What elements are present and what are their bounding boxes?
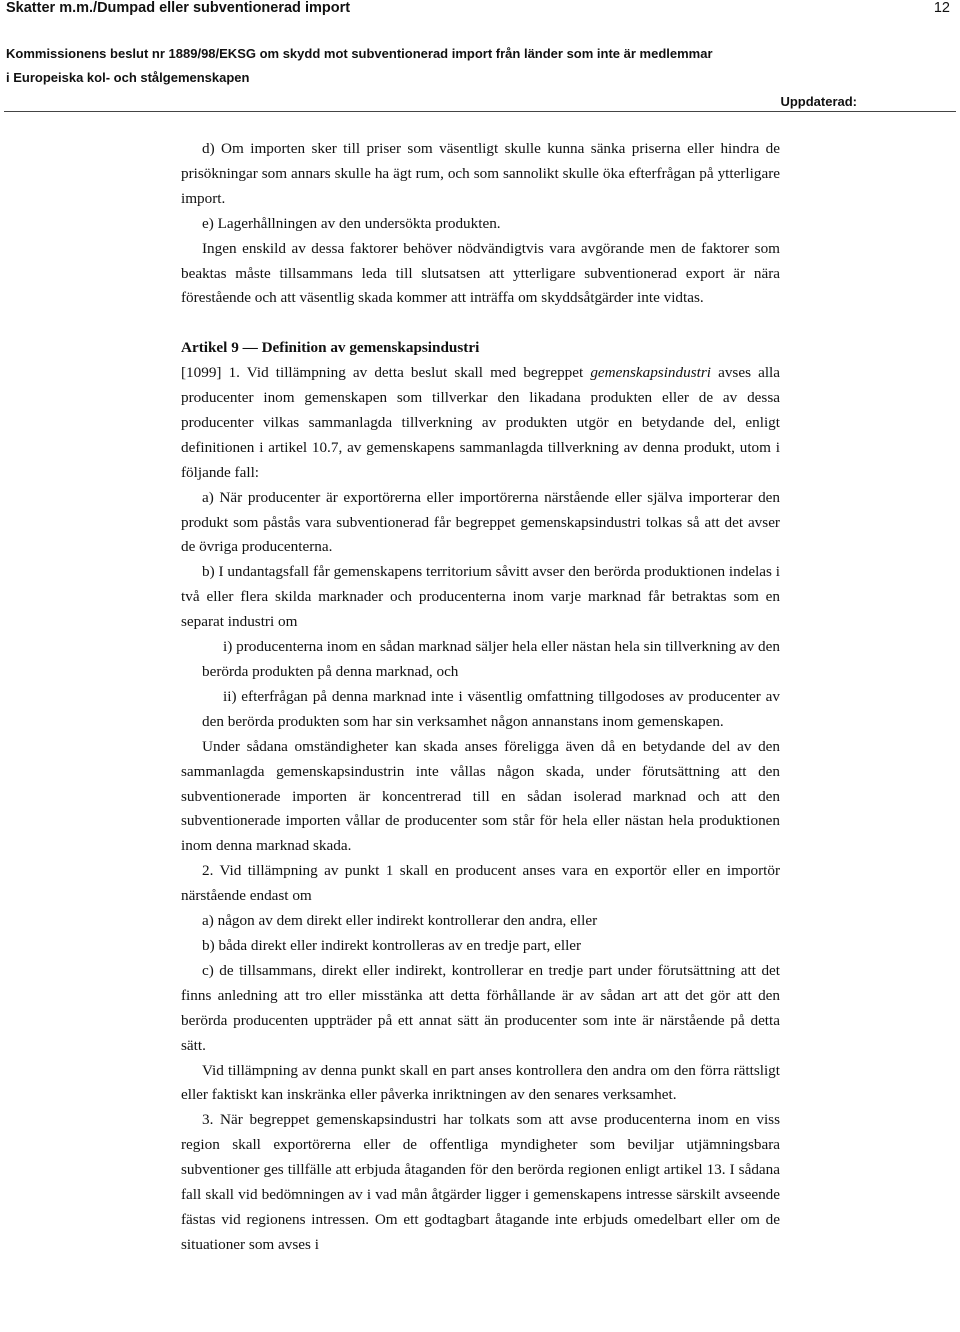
paragraph-2: 2. Vid tillämpning av punkt 1 skall en producent anses vara en exportör eller en importör närstående endast om xyxy=(181,862,780,905)
paragraph-1b-i: i) producenterna inom en sådan marknad säljer hela eller nästan hela sin tillverkning av den berörda produkten på denna marknad, och xyxy=(202,638,780,681)
defined-term: gemenskapsindustri xyxy=(590,364,711,382)
paragraph-control: Vid tillämpning av denna punkt skall en part anses kontrollera den andra om den förra rättsligt eller faktiskt kan inskränka eller påverka inriktningen av den senares verksamhet. xyxy=(181,1061,780,1104)
paragraph-1 xyxy=(181,361,780,486)
document-subtitle-line1: Kommissionens beslut nr 1889/98/EKSG om skydd mot subventionerad import från länder som inte är medlemmar xyxy=(6,46,713,61)
paragraph-1b: b) I undantagsfall får gemenskapens territorium såvitt avser den berörda produktionen indelas i två eller flera skilda marknader och producenterna inom varje marknad får betraktas som en separat industri om xyxy=(181,563,780,631)
paragraph-1-intro: [1099] 1. Vid tillämpning av detta beslut skall med begreppet xyxy=(181,364,591,382)
paragraph-d: d) Om importen sker till priser som väsentligt skulle kunna sänka priserna eller hindra de prisökningar som annars skulle ha ägt rum, och som sannolikt skulle öka efterfrågan på ytterligare import. xyxy=(181,140,780,207)
page-number: 12 xyxy=(933,0,950,16)
paragraph-1b-ii: ii) efterfrågan på denna marknad inte i väsentlig omfattning tillgodoses av producenter av den berörda produkten som har sin verksamhet någon annanstans inom gemenskapen. xyxy=(202,687,780,730)
document-body xyxy=(181,137,780,1258)
paragraph-circumstances: Under sådana omständigheter kan skada anses föreligga även då en betydande del av den sammanlagda gemenskapsindustrin inte vållas någon skada, under förutsättning att den subventionerade importen är koncentrerad till en sådan isolerad marknad och att den subventionerade importen vållar de producenter som står för hela eller nästan hela produktionen inom denna marknad skada. xyxy=(181,737,780,855)
header-divider xyxy=(4,111,956,112)
document-subtitle-line2: i Europeiska kol- och stålgemenskapen xyxy=(6,70,250,85)
paragraph-2a: a) någon av dem direkt eller indirekt kontrollerar den andra, eller xyxy=(202,912,598,930)
paragraph-2c: c) de tillsammans, direkt eller indirekt, kontrollerar en tredje part under förutsättning att det finns anledning att tro eller misstänka att detta förhållande är av sådan art att det gör att den berörda producenten uppträder på ett annat sätt än producenter som inte är närstående på detta sätt. xyxy=(181,961,780,1054)
paragraph-factors: Ingen enskild av dessa faktorer behöver nödvändigtvis vara avgörande men de faktorer som beaktas måste tillsammans leda till slutsatsen att ytterligare subventionerad export är nära förestående och att väsentlig skada kommer att inträffa om skyddsåtgärder inte vidtas. xyxy=(181,239,780,307)
paragraph-1a: a) När producenter är exportörerna eller importörerna närstående eller själva importerar den produkt som påstås vara subventionerad får begreppet gemenskapsindustri tolkas så att det avser de övriga producenterna. xyxy=(181,488,780,556)
running-title: Skatter m.m./Dumpad eller subventionerad import xyxy=(6,0,351,16)
paragraph-3: 3. När begreppet gemenskapsindustri har tolkats som att avse producenterna inom en viss region skall exportörerna eller de offentliga myndigheter som beviljar utjämningsbara subventioner ges tillfälle att erbjuda åtaganden för den berörda regionen enligt artikel 13. I sådana fall skall vid bedömningen av i vad mån åtgärder ligger i gemenskapens intresse särskilt avseende fästas vid regionens intressen. Om ett godtagbart åtagande inte erbjuds omedelbart eller om de situationer som avses i xyxy=(181,1111,780,1253)
updated-label: Uppdaterad: xyxy=(780,94,857,109)
paragraph-e: e) Lagerhållningen av den undersökta produkten. xyxy=(202,214,501,232)
paragraph-2b: b) båda direkt eller indirekt kontrolleras av en tredje part, eller xyxy=(202,936,582,954)
article-heading: Artikel 9 — Definition av gemenskapsindustri xyxy=(181,339,480,357)
paragraph-1-rest: avses alla producenter inom gemenskapen som tillverkar den likadana produkten eller de av dessa producenter vilkas sammanlagda tillverkning av produkten utgör en betydande del, enligt definitionen i artikel 10.7, av gemenskapens sammanlagda tillverkning av denna produkt, utom i följande fall: xyxy=(181,364,780,481)
